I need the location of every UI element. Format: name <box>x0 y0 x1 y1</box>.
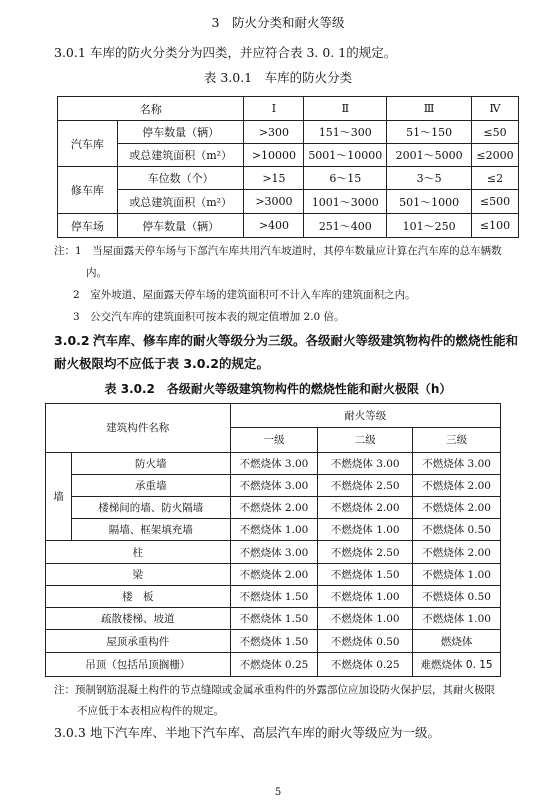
header-class-2: Ⅱ <box>304 97 387 121</box>
table-cell: 6～15 <box>304 167 387 190</box>
table-cell: 不燃烧体 1.00 <box>230 519 318 541</box>
row-item: 或总建筑面积（m²） <box>117 144 244 167</box>
row-group-wall: 墙 <box>46 452 72 541</box>
note-table-3-0-2-cont: 不应低于本表相应构件的规定。 <box>77 705 224 717</box>
table-3-0-2-title: 表 3.0.2 各级耐火等级建筑物构件的燃烧性能和耐火极限（h） <box>104 382 452 396</box>
table-cell: 不燃烧体 1.50 <box>230 585 318 607</box>
table-cell: 不燃烧体 1.50 <box>230 630 318 652</box>
table-cell: ≤100 <box>472 214 519 238</box>
table-cell: 51～150 <box>387 121 472 144</box>
note-3: 3 公交汽车库的建筑面积可按本表的规定值增加 2.0 倍。 <box>73 311 345 323</box>
table-cell: ≤2 <box>472 167 519 190</box>
table-cell: >3000 <box>244 190 304 214</box>
clause-text-3-0-1: 车库的防火分类分为四类，并应符合表 3. 0. 1的规定。 <box>90 45 397 60</box>
row-item: 楼梯间的墙、防火隔墙 <box>71 497 230 519</box>
table-cell: >400 <box>244 214 304 238</box>
table-cell: 不燃烧体 3.00 <box>230 541 318 563</box>
row-item: 梁 <box>46 563 231 585</box>
table-cell: 不燃烧体 3.00 <box>318 452 413 474</box>
table-cell: 不燃烧体 1.50 <box>230 608 318 630</box>
header-fire-grade: 耐火等级 <box>230 404 500 428</box>
table-cell: 不燃烧体 2.00 <box>230 563 318 585</box>
table-cell: 不燃烧体 2.50 <box>318 541 413 563</box>
table-cell: 不燃烧体 3.00 <box>413 452 501 474</box>
row-item: 疏散楼梯、坡道 <box>46 608 231 630</box>
header-class-4: Ⅳ <box>472 97 519 121</box>
table-cell: 不燃烧体 1.00 <box>318 608 413 630</box>
table-cell: 燃烧体 <box>413 630 501 652</box>
table-cell: 不燃烧体 2.00 <box>413 497 501 519</box>
row-item: 柱 <box>46 541 231 563</box>
header-name: 名称 <box>58 97 244 121</box>
header-class-3: Ⅲ <box>387 97 472 121</box>
table-cell: 不燃烧体 2.50 <box>318 474 413 496</box>
row-item: 或总建筑面积（m²） <box>117 190 244 214</box>
table-cell: 不燃烧体 0.50 <box>318 630 413 652</box>
table-cell: 251～400 <box>304 214 387 238</box>
table-cell: 不燃烧体 2.00 <box>318 497 413 519</box>
clause-number-3-0-2: 3.0.2 <box>54 333 90 348</box>
table-cell: 不燃烧体 3.00 <box>230 452 318 474</box>
table-cell: 不燃烧体 1.00 <box>318 519 413 541</box>
page-number: 5 <box>274 787 282 798</box>
table-cell: 101～250 <box>387 214 472 238</box>
table-cell: 不燃烧体 0.25 <box>318 652 413 676</box>
table-cell: 不燃烧体 0.50 <box>413 519 501 541</box>
table-cell: ≤2000 <box>472 144 519 167</box>
clause-text-3-0-3: 地下汽车库、半地下汽车库、高层汽车库的耐火等级应为一级。 <box>90 725 441 740</box>
row-item: 楼 板 <box>46 585 231 607</box>
row-item: 停车数量（辆） <box>117 214 244 238</box>
table-3-0-1-title: 表 3.0.1 车库的防火分类 <box>203 70 353 85</box>
clause-text-3-0-2-cont: 耐火极限均不应低于表 3.0.2的规定。 <box>54 356 269 371</box>
table-cell: 不燃烧体 1.00 <box>413 608 501 630</box>
table-cell: 501～1000 <box>387 190 472 214</box>
table-cell: 不燃烧体 2.00 <box>413 474 501 496</box>
table-cell: >300 <box>244 121 304 144</box>
table-cell: 不燃烧体 1.00 <box>318 585 413 607</box>
row-group-garage: 汽车库 <box>58 121 118 167</box>
table-cell: ≤50 <box>472 121 519 144</box>
table-cell: 5001～10000 <box>304 144 387 167</box>
table-3-0-1 <box>57 96 519 238</box>
row-group-repair-garage: 修车库 <box>58 167 118 214</box>
row-item: 隔墙、框架填充墙 <box>71 519 230 541</box>
table-cell: 难燃烧体 0. 15 <box>413 652 501 676</box>
row-item: 停车数量（辆） <box>117 121 244 144</box>
table-cell: >15 <box>244 167 304 190</box>
table-cell: 不燃烧体 1.00 <box>413 563 501 585</box>
table-cell: 不燃烧体 2.00 <box>230 497 318 519</box>
row-group-parking-lot: 停车场 <box>58 214 118 238</box>
table-cell: 2001～5000 <box>387 144 472 167</box>
clause-number-3-0-3: 3.0.3 <box>54 725 86 740</box>
header-class-1: Ⅰ <box>244 97 304 121</box>
table-cell: 1001～3000 <box>304 190 387 214</box>
clause-number-3-0-1: 3.0.1 <box>54 45 86 60</box>
table-cell: 不燃烧体 0.50 <box>413 585 501 607</box>
header-grade-2: 二级 <box>318 428 413 452</box>
section-title: 3 防火分类和耐火等级 <box>211 15 345 30</box>
row-item: 承重墙 <box>71 474 230 496</box>
header-component-name: 建筑构件名称 <box>46 404 231 453</box>
clause-text-3-0-2: 汽车库、修车库的耐火等级分为三级。各级耐火等级建筑物构件的燃烧性能和 <box>93 333 519 348</box>
note-table-3-0-2: 注：预制钢筋混凝土构件的节点缝隙或金属承重构件的外露部位应加设防火保护层，其耐火极限 <box>54 684 495 696</box>
table-cell: 不燃烧体 2.00 <box>413 541 501 563</box>
table-cell: 151～300 <box>304 121 387 144</box>
table-cell: 不燃烧体 3.00 <box>230 474 318 496</box>
note-2: 2 室外坡道、屋面露天停车场的建筑面积可不计入车库的建筑面积之内。 <box>73 289 416 301</box>
header-grade-3: 三级 <box>413 428 501 452</box>
row-item: 屋顶承重构件 <box>46 630 231 652</box>
table-cell: 不燃烧体 1.50 <box>318 563 413 585</box>
row-item: 吊顶（包括吊顶搁栅） <box>46 652 231 676</box>
table-cell: ≤500 <box>472 190 519 214</box>
note-1: 注：1 当屋面露天停车场与下部汽车库共用汽车坡道时，其停车数量应计算在汽车库的总车辆数 <box>54 245 502 257</box>
row-item: 防火墙 <box>71 452 230 474</box>
table-cell: 3～5 <box>387 167 472 190</box>
table-3-0-2 <box>45 403 501 677</box>
table-cell: >10000 <box>244 144 304 167</box>
table-cell: 不燃烧体 0.25 <box>230 652 318 676</box>
row-item: 车位数（个） <box>117 167 244 190</box>
note-1-cont: 内。 <box>86 267 107 279</box>
header-grade-1: 一级 <box>230 428 318 452</box>
